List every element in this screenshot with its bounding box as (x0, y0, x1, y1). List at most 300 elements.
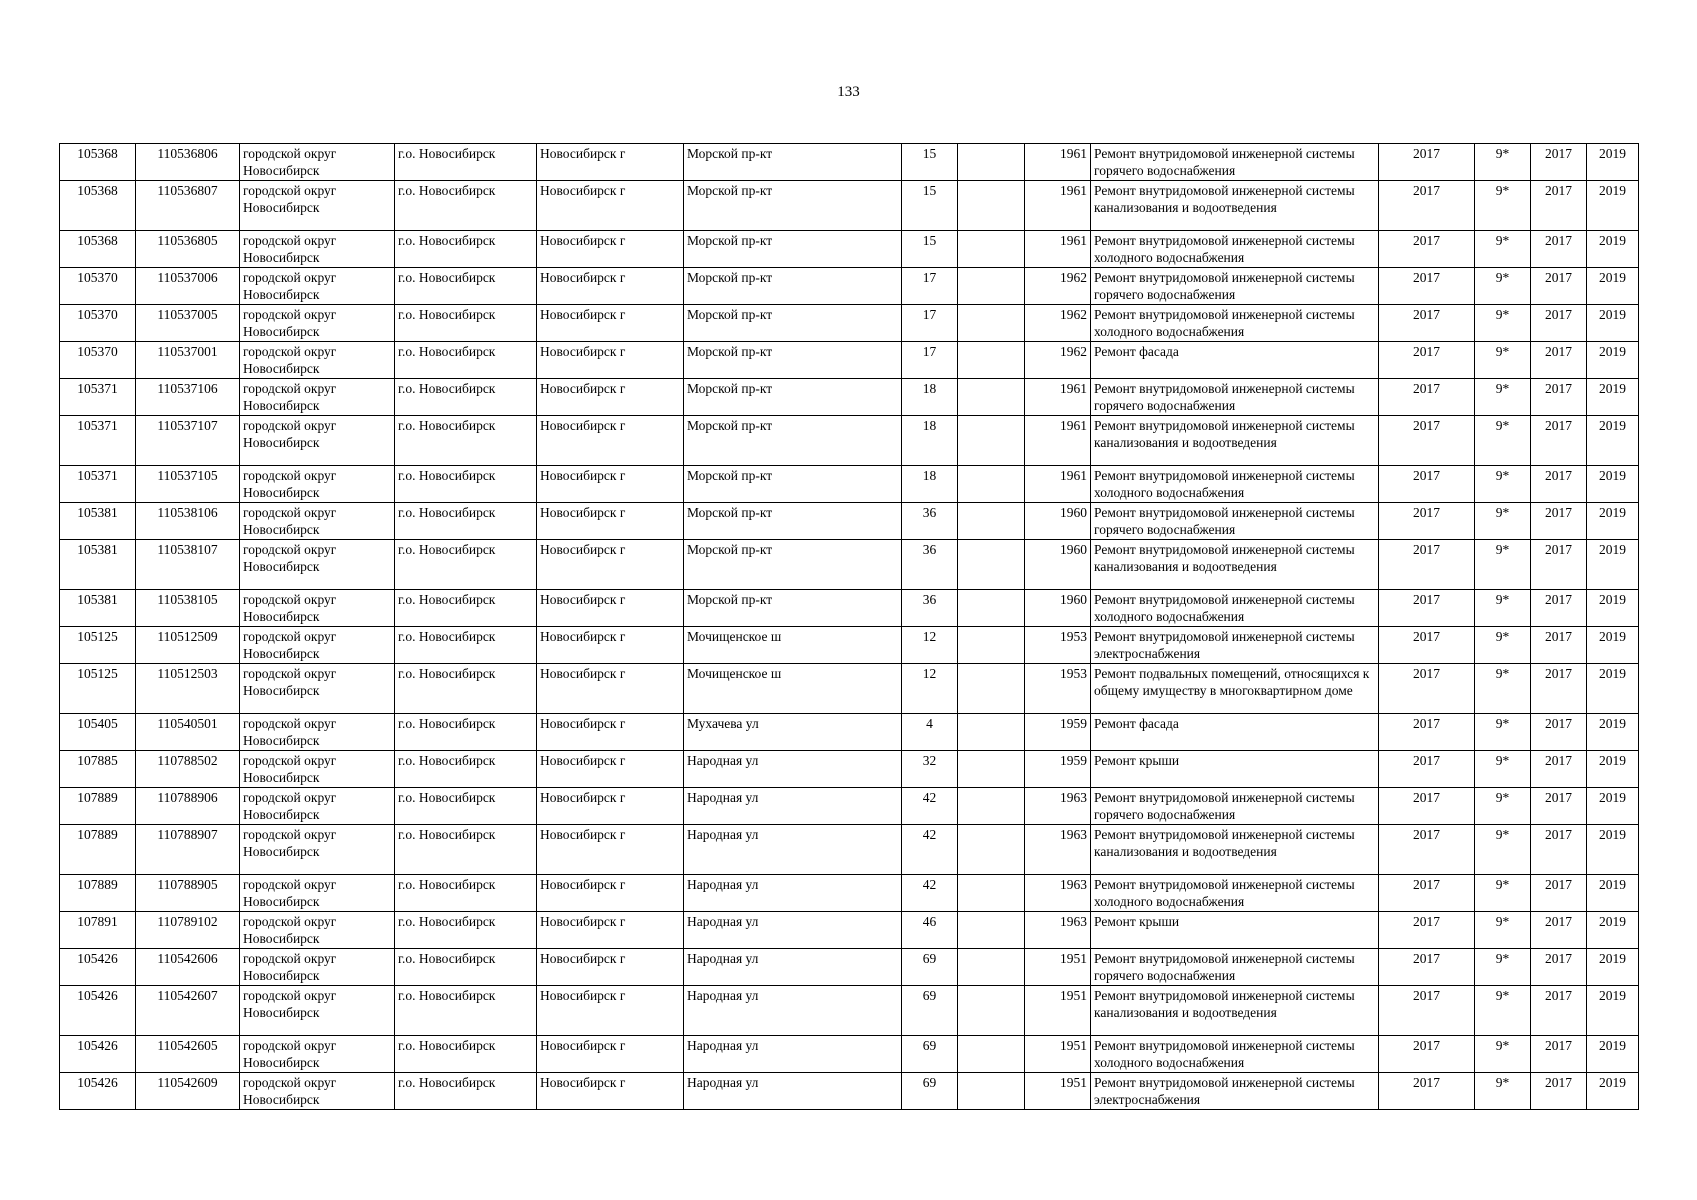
street-cell: Народная ул (684, 1073, 902, 1110)
work-type-cell: Ремонт внутридомовой инженерной системы канализования и водоотведения (1091, 416, 1379, 466)
work-code-cell: 110538106 (136, 503, 240, 540)
street-cell: Народная ул (684, 986, 902, 1036)
plan-year-cell: 2017 (1379, 875, 1475, 912)
locality-cell: Новосибирск г (537, 540, 684, 590)
year-built-cell: 1959 (1025, 714, 1091, 751)
table-row (60, 751, 1639, 788)
year-built-cell: 1963 (1025, 875, 1091, 912)
year-built-cell: 1961 (1025, 379, 1091, 416)
building-cell (958, 342, 1025, 379)
work-code-cell: 110512509 (136, 627, 240, 664)
year-to-cell: 2019 (1587, 231, 1639, 268)
work-code-cell: 110538105 (136, 590, 240, 627)
district-cell: г.о. Новосибирск (395, 912, 537, 949)
floors-cell: 9* (1475, 664, 1531, 714)
year-from-cell: 2017 (1531, 788, 1587, 825)
work-code-cell: 110788502 (136, 751, 240, 788)
locality-cell: Новосибирск г (537, 466, 684, 503)
year-built-cell: 1951 (1025, 949, 1091, 986)
floors-cell: 9* (1475, 875, 1531, 912)
plan-year-cell: 2017 (1379, 342, 1475, 379)
table-row (60, 1036, 1639, 1073)
year-built-cell: 1962 (1025, 305, 1091, 342)
house-number-cell: 36 (902, 540, 958, 590)
year-from-cell: 2017 (1531, 305, 1587, 342)
house-number-cell: 32 (902, 751, 958, 788)
house-id-cell: 107889 (60, 788, 136, 825)
municipality-cell: городской округ Новосибирск (240, 181, 395, 231)
locality-cell: Новосибирск г (537, 1073, 684, 1110)
building-cell (958, 714, 1025, 751)
work-code-cell: 110537001 (136, 342, 240, 379)
plan-year-cell: 2017 (1379, 590, 1475, 627)
house-id-cell: 105371 (60, 466, 136, 503)
floors-cell: 9* (1475, 540, 1531, 590)
house-number-cell: 17 (902, 305, 958, 342)
floors-cell: 9* (1475, 825, 1531, 875)
year-to-cell: 2019 (1587, 825, 1639, 875)
house-number-cell: 17 (902, 268, 958, 305)
municipality-cell: городской округ Новосибирск (240, 1036, 395, 1073)
house-number-cell: 18 (902, 466, 958, 503)
year-to-cell: 2019 (1587, 875, 1639, 912)
year-built-cell: 1960 (1025, 590, 1091, 627)
work-type-cell: Ремонт внутридомовой инженерной системы горячего водоснабжения (1091, 144, 1379, 181)
work-type-cell: Ремонт внутридомовой инженерной системы канализования и водоотведения (1091, 825, 1379, 875)
street-cell: Морской пр-кт (684, 181, 902, 231)
district-cell: г.о. Новосибирск (395, 305, 537, 342)
district-cell: г.о. Новосибирск (395, 379, 537, 416)
locality-cell: Новосибирск г (537, 1036, 684, 1073)
year-to-cell: 2019 (1587, 912, 1639, 949)
house-number-cell: 36 (902, 590, 958, 627)
house-number-cell: 69 (902, 949, 958, 986)
district-cell: г.о. Новосибирск (395, 986, 537, 1036)
building-cell (958, 590, 1025, 627)
district-cell: г.о. Новосибирск (395, 627, 537, 664)
year-built-cell: 1959 (1025, 751, 1091, 788)
page-number: 133 (837, 84, 860, 100)
house-id-cell: 105370 (60, 342, 136, 379)
floors-cell: 9* (1475, 342, 1531, 379)
year-to-cell: 2019 (1587, 788, 1639, 825)
plan-year-cell: 2017 (1379, 416, 1475, 466)
house-id-cell: 105426 (60, 1073, 136, 1110)
year-to-cell: 2019 (1587, 590, 1639, 627)
year-from-cell: 2017 (1531, 825, 1587, 875)
work-type-cell: Ремонт крыши (1091, 912, 1379, 949)
year-from-cell: 2017 (1531, 503, 1587, 540)
year-from-cell: 2017 (1531, 986, 1587, 1036)
street-cell: Морской пр-кт (684, 416, 902, 466)
year-to-cell: 2019 (1587, 664, 1639, 714)
street-cell: Народная ул (684, 825, 902, 875)
year-from-cell: 2017 (1531, 466, 1587, 503)
table-row (60, 144, 1639, 181)
plan-year-cell: 2017 (1379, 181, 1475, 231)
municipality-cell: городской округ Новосибирск (240, 416, 395, 466)
year-built-cell: 1951 (1025, 1073, 1091, 1110)
year-to-cell: 2019 (1587, 466, 1639, 503)
work-type-cell: Ремонт внутридомовой инженерной системы канализования и водоотведения (1091, 986, 1379, 1036)
house-id-cell: 105368 (60, 144, 136, 181)
table-row (60, 590, 1639, 627)
house-id-cell: 105426 (60, 949, 136, 986)
municipality-cell: городской округ Новосибирск (240, 540, 395, 590)
locality-cell: Новосибирск г (537, 788, 684, 825)
table-row (60, 912, 1639, 949)
plan-year-cell: 2017 (1379, 1036, 1475, 1073)
district-cell: г.о. Новосибирск (395, 825, 537, 875)
work-type-cell: Ремонт внутридомовой инженерной системы холодного водоснабжения (1091, 305, 1379, 342)
floors-cell: 9* (1475, 714, 1531, 751)
district-cell: г.о. Новосибирск (395, 342, 537, 379)
building-cell (958, 181, 1025, 231)
municipality-cell: городской округ Новосибирск (240, 231, 395, 268)
municipality-cell: городской округ Новосибирск (240, 714, 395, 751)
year-from-cell: 2017 (1531, 949, 1587, 986)
floors-cell: 9* (1475, 416, 1531, 466)
plan-year-cell: 2017 (1379, 305, 1475, 342)
floors-cell: 9* (1475, 627, 1531, 664)
year-to-cell: 2019 (1587, 305, 1639, 342)
street-cell: Народная ул (684, 949, 902, 986)
locality-cell: Новосибирск г (537, 627, 684, 664)
street-cell: Народная ул (684, 875, 902, 912)
district-cell: г.о. Новосибирск (395, 751, 537, 788)
street-cell: Мочищенское ш (684, 664, 902, 714)
district-cell: г.о. Новосибирск (395, 875, 537, 912)
table-row (60, 268, 1639, 305)
plan-year-cell: 2017 (1379, 986, 1475, 1036)
year-from-cell: 2017 (1531, 590, 1587, 627)
table-row (60, 379, 1639, 416)
table-row (60, 1073, 1639, 1110)
municipality-cell: городской округ Новосибирск (240, 466, 395, 503)
year-built-cell: 1961 (1025, 466, 1091, 503)
year-to-cell: 2019 (1587, 714, 1639, 751)
year-built-cell: 1961 (1025, 144, 1091, 181)
building-cell (958, 540, 1025, 590)
house-id-cell: 105368 (60, 181, 136, 231)
year-to-cell: 2019 (1587, 627, 1639, 664)
locality-cell: Новосибирск г (537, 268, 684, 305)
floors-cell: 9* (1475, 466, 1531, 503)
street-cell: Народная ул (684, 751, 902, 788)
municipality-cell: городской округ Новосибирск (240, 986, 395, 1036)
municipality-cell: городской округ Новосибирск (240, 949, 395, 986)
year-from-cell: 2017 (1531, 875, 1587, 912)
district-cell: г.о. Новосибирск (395, 181, 537, 231)
year-from-cell: 2017 (1531, 1073, 1587, 1110)
district-cell: г.о. Новосибирск (395, 1073, 537, 1110)
year-to-cell: 2019 (1587, 751, 1639, 788)
year-built-cell: 1951 (1025, 1036, 1091, 1073)
house-id-cell: 105426 (60, 986, 136, 1036)
table-row (60, 416, 1639, 466)
house-id-cell: 107885 (60, 751, 136, 788)
year-built-cell: 1960 (1025, 540, 1091, 590)
street-cell: Морской пр-кт (684, 503, 902, 540)
year-from-cell: 2017 (1531, 416, 1587, 466)
work-code-cell: 110788905 (136, 875, 240, 912)
floors-cell: 9* (1475, 949, 1531, 986)
year-built-cell: 1961 (1025, 416, 1091, 466)
table-row (60, 986, 1639, 1036)
plan-year-cell: 2017 (1379, 714, 1475, 751)
house-number-cell: 69 (902, 986, 958, 1036)
house-id-cell: 107889 (60, 825, 136, 875)
locality-cell: Новосибирск г (537, 305, 684, 342)
table-row (60, 342, 1639, 379)
house-id-cell: 105381 (60, 590, 136, 627)
street-cell: Морской пр-кт (684, 342, 902, 379)
house-number-cell: 42 (902, 788, 958, 825)
work-type-cell: Ремонт фасада (1091, 714, 1379, 751)
year-built-cell: 1953 (1025, 627, 1091, 664)
street-cell: Народная ул (684, 788, 902, 825)
plan-year-cell: 2017 (1379, 379, 1475, 416)
house-number-cell: 46 (902, 912, 958, 949)
plan-year-cell: 2017 (1379, 144, 1475, 181)
work-code-cell: 110538107 (136, 540, 240, 590)
floors-cell: 9* (1475, 1073, 1531, 1110)
work-code-cell: 110536807 (136, 181, 240, 231)
year-built-cell: 1961 (1025, 231, 1091, 268)
locality-cell: Новосибирск г (537, 875, 684, 912)
plan-year-cell: 2017 (1379, 751, 1475, 788)
table-row (60, 664, 1639, 714)
year-to-cell: 2019 (1587, 1036, 1639, 1073)
work-code-cell: 110537105 (136, 466, 240, 503)
building-cell (958, 912, 1025, 949)
municipality-cell: городской округ Новосибирск (240, 268, 395, 305)
building-cell (958, 416, 1025, 466)
floors-cell: 9* (1475, 305, 1531, 342)
year-built-cell: 1962 (1025, 268, 1091, 305)
year-to-cell: 2019 (1587, 268, 1639, 305)
street-cell: Морской пр-кт (684, 590, 902, 627)
year-from-cell: 2017 (1531, 627, 1587, 664)
work-code-cell: 110536805 (136, 231, 240, 268)
municipality-cell: городской округ Новосибирск (240, 875, 395, 912)
year-from-cell: 2017 (1531, 540, 1587, 590)
work-type-cell: Ремонт внутридомовой инженерной системы электроснабжения (1091, 1073, 1379, 1110)
table-row (60, 714, 1639, 751)
building-cell (958, 875, 1025, 912)
floors-cell: 9* (1475, 590, 1531, 627)
district-cell: г.о. Новосибирск (395, 714, 537, 751)
floors-cell: 9* (1475, 144, 1531, 181)
house-number-cell: 42 (902, 875, 958, 912)
year-to-cell: 2019 (1587, 503, 1639, 540)
house-number-cell: 69 (902, 1073, 958, 1110)
work-type-cell: Ремонт внутридомовой инженерной системы холодного водоснабжения (1091, 466, 1379, 503)
street-cell: Морской пр-кт (684, 540, 902, 590)
municipality-cell: городской округ Новосибирск (240, 305, 395, 342)
year-from-cell: 2017 (1531, 231, 1587, 268)
house-number-cell: 36 (902, 503, 958, 540)
work-type-cell: Ремонт внутридомовой инженерной системы горячего водоснабжения (1091, 268, 1379, 305)
house-id-cell: 105371 (60, 379, 136, 416)
locality-cell: Новосибирск г (537, 912, 684, 949)
work-type-cell: Ремонт крыши (1091, 751, 1379, 788)
year-to-cell: 2019 (1587, 949, 1639, 986)
table-row (60, 305, 1639, 342)
district-cell: г.о. Новосибирск (395, 949, 537, 986)
work-code-cell: 110537006 (136, 268, 240, 305)
district-cell: г.о. Новосибирск (395, 144, 537, 181)
building-cell (958, 1036, 1025, 1073)
house-id-cell: 105371 (60, 416, 136, 466)
street-cell: Морской пр-кт (684, 466, 902, 503)
floors-cell: 9* (1475, 788, 1531, 825)
plan-year-cell: 2017 (1379, 825, 1475, 875)
municipality-cell: городской округ Новосибирск (240, 788, 395, 825)
municipality-cell: городской округ Новосибирск (240, 1073, 395, 1110)
building-cell (958, 231, 1025, 268)
street-cell: Морской пр-кт (684, 231, 902, 268)
house-number-cell: 18 (902, 416, 958, 466)
work-type-cell: Ремонт внутридомовой инженерной системы горячего водоснабжения (1091, 788, 1379, 825)
district-cell: г.о. Новосибирск (395, 231, 537, 268)
floors-cell: 9* (1475, 1036, 1531, 1073)
year-from-cell: 2017 (1531, 751, 1587, 788)
year-to-cell: 2019 (1587, 342, 1639, 379)
house-id-cell: 105381 (60, 503, 136, 540)
building-cell (958, 751, 1025, 788)
street-cell: Морской пр-кт (684, 379, 902, 416)
house-number-cell: 69 (902, 1036, 958, 1073)
house-id-cell: 105426 (60, 1036, 136, 1073)
work-type-cell: Ремонт внутридомовой инженерной системы горячего водоснабжения (1091, 503, 1379, 540)
work-type-cell: Ремонт внутридомовой инженерной системы холодного водоснабжения (1091, 875, 1379, 912)
locality-cell: Новосибирск г (537, 949, 684, 986)
plan-year-cell: 2017 (1379, 1073, 1475, 1110)
year-to-cell: 2019 (1587, 144, 1639, 181)
house-id-cell: 105125 (60, 627, 136, 664)
year-from-cell: 2017 (1531, 912, 1587, 949)
house-number-cell: 4 (902, 714, 958, 751)
house-number-cell: 15 (902, 231, 958, 268)
street-cell: Морской пр-кт (684, 268, 902, 305)
year-from-cell: 2017 (1531, 664, 1587, 714)
work-code-cell: 110788907 (136, 825, 240, 875)
house-number-cell: 12 (902, 627, 958, 664)
district-cell: г.о. Новосибирск (395, 664, 537, 714)
municipality-cell: городской округ Новосибирск (240, 664, 395, 714)
locality-cell: Новосибирск г (537, 379, 684, 416)
municipality-cell: городской округ Новосибирск (240, 379, 395, 416)
house-id-cell: 107889 (60, 875, 136, 912)
house-number-cell: 18 (902, 379, 958, 416)
house-number-cell: 15 (902, 144, 958, 181)
plan-year-cell: 2017 (1379, 788, 1475, 825)
building-cell (958, 627, 1025, 664)
municipality-cell: городской округ Новосибирск (240, 751, 395, 788)
building-cell (958, 986, 1025, 1036)
year-built-cell: 1962 (1025, 342, 1091, 379)
table-row (60, 503, 1639, 540)
municipality-cell: городской округ Новосибирск (240, 144, 395, 181)
plan-year-cell: 2017 (1379, 503, 1475, 540)
floors-cell: 9* (1475, 986, 1531, 1036)
district-cell: г.о. Новосибирск (395, 416, 537, 466)
work-code-cell: 110536806 (136, 144, 240, 181)
table-row (60, 466, 1639, 503)
work-type-cell: Ремонт внутридомовой инженерной системы холодного водоснабжения (1091, 1036, 1379, 1073)
work-code-cell: 110542605 (136, 1036, 240, 1073)
street-cell: Морской пр-кт (684, 144, 902, 181)
building-cell (958, 949, 1025, 986)
work-type-cell: Ремонт внутридомовой инженерной системы канализования и водоотведения (1091, 540, 1379, 590)
locality-cell: Новосибирск г (537, 714, 684, 751)
work-type-cell: Ремонт внутридомовой инженерной системы горячего водоснабжения (1091, 379, 1379, 416)
work-type-cell: Ремонт внутридомовой инженерной системы электроснабжения (1091, 627, 1379, 664)
registry-table (59, 143, 1639, 1110)
table-row (60, 949, 1639, 986)
locality-cell: Новосибирск г (537, 664, 684, 714)
year-built-cell: 1961 (1025, 181, 1091, 231)
locality-cell: Новосибирск г (537, 231, 684, 268)
municipality-cell: городской округ Новосибирск (240, 912, 395, 949)
house-number-cell: 42 (902, 825, 958, 875)
district-cell: г.о. Новосибирск (395, 590, 537, 627)
floors-cell: 9* (1475, 503, 1531, 540)
building-cell (958, 379, 1025, 416)
building-cell (958, 466, 1025, 503)
district-cell: г.о. Новосибирск (395, 268, 537, 305)
floors-cell: 9* (1475, 379, 1531, 416)
year-to-cell: 2019 (1587, 416, 1639, 466)
year-built-cell: 1953 (1025, 664, 1091, 714)
municipality-cell: городской округ Новосибирск (240, 342, 395, 379)
year-from-cell: 2017 (1531, 379, 1587, 416)
locality-cell: Новосибирск г (537, 590, 684, 627)
locality-cell: Новосибирск г (537, 503, 684, 540)
table-row (60, 181, 1639, 231)
house-id-cell: 105368 (60, 231, 136, 268)
street-cell: Мухачева ул (684, 714, 902, 751)
table-body (60, 144, 1639, 1110)
district-cell: г.о. Новосибирск (395, 466, 537, 503)
building-cell (958, 664, 1025, 714)
year-to-cell: 2019 (1587, 1073, 1639, 1110)
plan-year-cell: 2017 (1379, 231, 1475, 268)
work-type-cell: Ремонт подвальных помещений, относящихся к общему имуществу в многоквартирном доме (1091, 664, 1379, 714)
table-row (60, 875, 1639, 912)
year-to-cell: 2019 (1587, 181, 1639, 231)
locality-cell: Новосибирск г (537, 986, 684, 1036)
house-id-cell: 105370 (60, 305, 136, 342)
year-to-cell: 2019 (1587, 986, 1639, 1036)
house-id-cell: 105381 (60, 540, 136, 590)
municipality-cell: городской округ Новосибирск (240, 503, 395, 540)
plan-year-cell: 2017 (1379, 664, 1475, 714)
floors-cell: 9* (1475, 181, 1531, 231)
plan-year-cell: 2017 (1379, 949, 1475, 986)
house-id-cell: 107891 (60, 912, 136, 949)
locality-cell: Новосибирск г (537, 144, 684, 181)
year-built-cell: 1960 (1025, 503, 1091, 540)
floors-cell: 9* (1475, 231, 1531, 268)
building-cell (958, 1073, 1025, 1110)
work-code-cell: 110537107 (136, 416, 240, 466)
municipality-cell: городской округ Новосибирск (240, 590, 395, 627)
building-cell (958, 503, 1025, 540)
locality-cell: Новосибирск г (537, 825, 684, 875)
year-built-cell: 1963 (1025, 912, 1091, 949)
